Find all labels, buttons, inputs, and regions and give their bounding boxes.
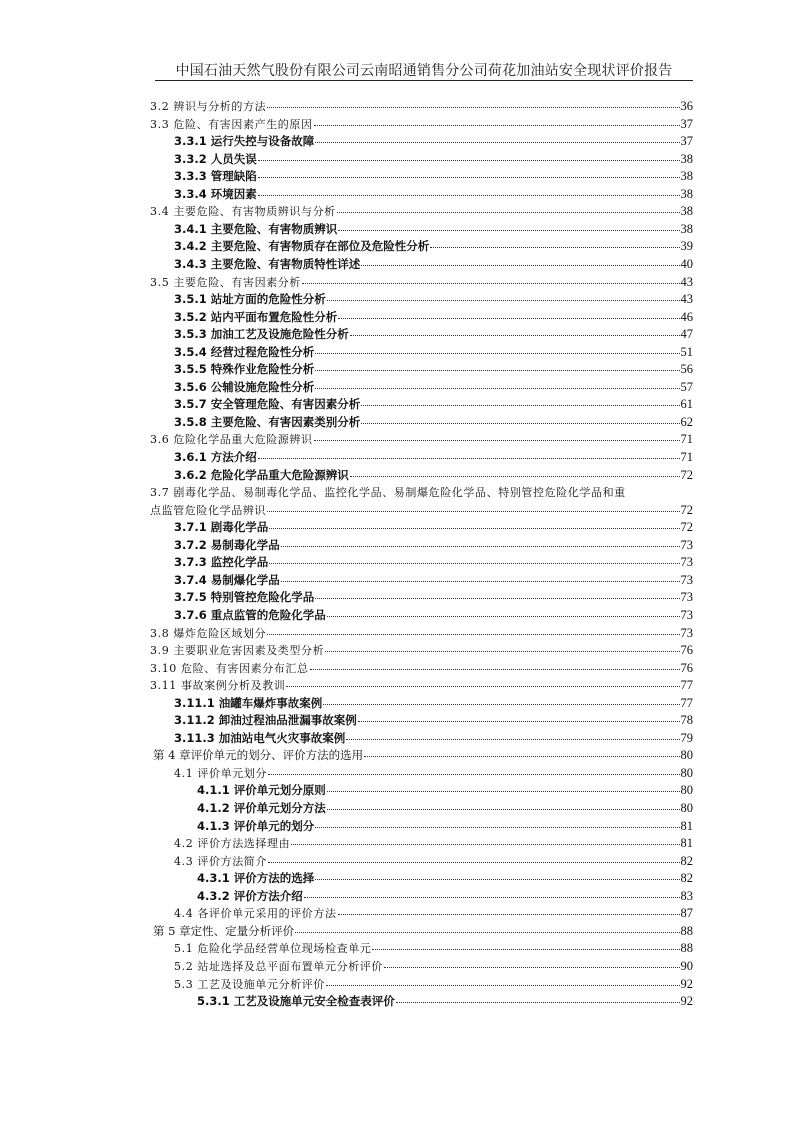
toc-entry-label: 3.11 事故案例分析及教训 bbox=[150, 679, 286, 693]
toc-entry[interactable] bbox=[174, 186, 693, 203]
toc-entry-label: 3.9 主要职业危害因素及类型分析 bbox=[150, 644, 325, 658]
toc-entry-label: 4.2 评价方法选择理由 bbox=[174, 837, 291, 851]
toc-entry[interactable] bbox=[174, 958, 693, 975]
dot-leader bbox=[327, 791, 680, 792]
dot-leader bbox=[327, 616, 680, 617]
toc-entry-label: 3.4.3 主要危险、有害物质特性详述 bbox=[174, 256, 361, 271]
toc-entry[interactable] bbox=[174, 976, 693, 993]
dot-leader bbox=[315, 142, 679, 143]
dot-leader bbox=[326, 985, 680, 986]
toc-entry-label: 3.7.2 易制毒化学品 bbox=[174, 537, 280, 552]
toc-page-number: 37 bbox=[680, 116, 693, 131]
dot-leader bbox=[337, 212, 680, 213]
toc-entry-label: 3.7.5 特别管控危险化学品 bbox=[174, 590, 315, 605]
dot-leader bbox=[315, 370, 679, 371]
toc-entry[interactable] bbox=[150, 98, 693, 115]
toc-entry-label: 5.3 工艺及设施单元分析评价 bbox=[174, 977, 325, 991]
toc-page-number: 83 bbox=[680, 888, 693, 903]
toc-entry-label: 3.5.6 公辅设施危险性分析 bbox=[174, 379, 315, 394]
dot-leader bbox=[372, 949, 679, 950]
toc-entry-label: 4.1.2 评价单元划分方法 bbox=[197, 801, 326, 815]
toc-entry[interactable] bbox=[150, 203, 693, 220]
dot-leader bbox=[315, 353, 679, 354]
toc-entry[interactable] bbox=[150, 660, 693, 677]
dot-leader bbox=[281, 581, 680, 582]
toc-entry[interactable] bbox=[174, 168, 693, 185]
toc-page-number: 79 bbox=[680, 730, 693, 745]
toc-entry[interactable] bbox=[174, 589, 693, 606]
dot-leader bbox=[269, 563, 679, 564]
toc-entry[interactable] bbox=[153, 923, 693, 940]
dot-leader bbox=[327, 300, 680, 301]
toc-entry-label: 3.5.1 站址方面的危险性分析 bbox=[174, 292, 326, 307]
toc-page-number: 57 bbox=[680, 379, 693, 394]
dot-leader bbox=[396, 1002, 680, 1003]
toc-page-number: 38 bbox=[680, 186, 693, 201]
toc-entry[interactable] bbox=[174, 519, 693, 536]
dot-leader bbox=[338, 318, 679, 319]
toc-entry-label: 点监管危险化学品辨识 bbox=[150, 503, 266, 517]
toc-entry-label: 3.7.4 易制爆化学品 bbox=[174, 572, 280, 587]
dot-leader bbox=[267, 511, 680, 512]
dot-leader bbox=[291, 844, 679, 845]
toc-page-number: 76 bbox=[680, 660, 693, 675]
toc-page-number: 73 bbox=[680, 537, 693, 552]
toc-page-number: 80 bbox=[680, 783, 693, 798]
toc-page-number: 80 bbox=[680, 748, 693, 763]
toc-page-number: 88 bbox=[680, 941, 693, 956]
dot-leader bbox=[315, 388, 679, 389]
toc-entry[interactable] bbox=[174, 309, 693, 326]
toc-entry[interactable] bbox=[174, 695, 693, 712]
toc-entry-label: 3.5.3 加油工艺及设施危险性分析 bbox=[174, 327, 349, 342]
toc-entry[interactable] bbox=[174, 835, 693, 852]
toc-entry[interactable] bbox=[197, 888, 693, 905]
toc-page-number: 88 bbox=[680, 923, 693, 938]
dot-leader bbox=[258, 458, 680, 459]
toc-entry-label: 3.11.2 卸油过程油品泄漏事故案例 bbox=[174, 713, 357, 728]
toc-page-number: 72 bbox=[680, 467, 693, 482]
toc-entry[interactable] bbox=[153, 747, 693, 764]
toc-page-number: 73 bbox=[680, 555, 693, 570]
toc-page-number: 82 bbox=[680, 853, 693, 868]
toc-page-number: 47 bbox=[680, 327, 693, 342]
toc-page-number: 43 bbox=[680, 292, 693, 307]
toc-page-number: 61 bbox=[680, 397, 693, 412]
toc-entry-label: 3.3.1 运行失控与设备故障 bbox=[174, 134, 315, 149]
toc-entry[interactable] bbox=[174, 133, 693, 150]
toc-entry-label: 3.8 爆炸危险区域划分 bbox=[150, 626, 267, 640]
toc-entry-label: 3.5 主要危险、有害因素分析 bbox=[150, 275, 301, 289]
header-divider bbox=[155, 80, 693, 81]
dot-leader bbox=[267, 107, 679, 108]
toc-entry-label: 3.2 辨识与分析的方法 bbox=[150, 100, 267, 113]
toc-entry-label: 3.5.2 站内平面布置危险性分析 bbox=[174, 309, 338, 324]
toc-entry-label: 4.1 评价单元划分 bbox=[174, 766, 267, 780]
toc-entry-label: 3.3.3 管理缺陷 bbox=[174, 169, 257, 184]
dot-leader bbox=[361, 423, 679, 424]
dot-leader bbox=[304, 897, 680, 898]
toc-entry[interactable] bbox=[174, 221, 693, 238]
toc-entry-label: 3.7.1 剧毒化学品 bbox=[174, 520, 269, 535]
dot-leader bbox=[350, 335, 680, 336]
toc-entry[interactable] bbox=[174, 554, 693, 571]
dot-leader bbox=[286, 686, 679, 687]
dot-leader bbox=[268, 774, 680, 775]
toc-entry-label: 3.5.4 经营过程危险性分析 bbox=[174, 344, 315, 359]
toc-entry[interactable] bbox=[174, 537, 693, 554]
toc-page-number: 38 bbox=[680, 221, 693, 236]
toc-entry[interactable] bbox=[174, 151, 693, 168]
toc-entry[interactable] bbox=[174, 467, 693, 484]
toc-entry[interactable] bbox=[197, 870, 693, 887]
toc-entry[interactable] bbox=[174, 256, 693, 273]
toc-page-number: 82 bbox=[680, 871, 693, 886]
toc-entry[interactable] bbox=[150, 677, 693, 694]
dot-leader bbox=[346, 739, 679, 740]
toc-entry[interactable] bbox=[150, 431, 693, 448]
dot-leader bbox=[258, 160, 680, 161]
dot-leader bbox=[258, 195, 680, 196]
dot-leader bbox=[268, 862, 680, 863]
toc-entry-label: 3.4.1 主要危险、有害物质辨识 bbox=[174, 221, 338, 236]
toc-entry-label: 3.7.6 重点监管的危险化学品 bbox=[174, 607, 326, 622]
dot-leader bbox=[325, 651, 679, 652]
toc-page-number: 71 bbox=[680, 450, 693, 464]
toc-entry-label: 3.3.4 环境因素 bbox=[174, 186, 257, 201]
toc-entry-label: 3.10 危险、有害因素分布汇总 bbox=[150, 661, 309, 675]
toc-entry[interactable] bbox=[174, 344, 693, 361]
toc-page-number: 46 bbox=[680, 309, 693, 324]
toc-entry[interactable] bbox=[174, 607, 693, 624]
dot-leader bbox=[267, 634, 679, 635]
dot-leader bbox=[358, 721, 680, 722]
toc-entry[interactable] bbox=[197, 782, 693, 799]
toc-page-number: 77 bbox=[680, 695, 693, 710]
toc-entry-label: 4.3.1 评价方法的选择 bbox=[197, 871, 315, 886]
toc-entry[interactable] bbox=[174, 905, 693, 922]
toc-page-number: 37 bbox=[680, 134, 693, 149]
toc-entry-label: 4.3 评价方法简介 bbox=[174, 854, 267, 868]
dot-leader bbox=[384, 967, 680, 968]
toc-entry[interactable] bbox=[174, 712, 693, 729]
toc-entry-label: 3.6.2 危险化学品重大危险源辨识 bbox=[174, 467, 349, 482]
toc-page-number: 40 bbox=[680, 256, 693, 271]
toc-page-number: 78 bbox=[680, 713, 693, 728]
report-header-title: 中国石油天然气股份有限公司云南昭通销售分公司荷花加油站安全现状评价报告 bbox=[175, 63, 673, 79]
toc-page-number: 77 bbox=[680, 678, 693, 693]
dot-leader bbox=[302, 283, 680, 284]
dot-leader bbox=[315, 879, 679, 880]
toc-entry-label: 3.5.5 特殊作业危险性分析 bbox=[174, 362, 315, 377]
toc-entry-label: 3.5.7 安全管理危险、有害因素分析 bbox=[174, 397, 361, 412]
toc-page-number: 81 bbox=[680, 818, 693, 833]
dot-leader bbox=[430, 247, 679, 248]
toc-entry-label: 5.2 站址选择及总平面布置单元分析评价 bbox=[174, 959, 383, 973]
toc-entry[interactable] bbox=[197, 818, 693, 835]
toc-page-number: 38 bbox=[680, 204, 693, 219]
dot-leader bbox=[314, 125, 680, 126]
toc-page-number: 38 bbox=[680, 151, 693, 166]
toc-entry-label: 第 5 章定性、定量分析评价 bbox=[153, 923, 295, 938]
toc-entry[interactable] bbox=[150, 274, 693, 291]
toc-entry-label: 3.6.1 方法介绍 bbox=[174, 450, 257, 464]
toc-page-number: 71 bbox=[680, 432, 693, 447]
toc-page-number: 76 bbox=[680, 643, 693, 658]
dot-leader bbox=[315, 598, 679, 599]
toc-entry-label: 5.3.1 工艺及设施单元安全检查表评价 bbox=[197, 994, 395, 1009]
dot-leader bbox=[361, 405, 679, 406]
toc-page-number: 80 bbox=[680, 801, 693, 815]
toc-page-number: 62 bbox=[680, 414, 693, 429]
toc-entry[interactable] bbox=[197, 800, 693, 817]
toc-page-number: 73 bbox=[680, 572, 693, 587]
toc-entry-label: 3.7.3 监控化学品 bbox=[174, 555, 269, 570]
dot-leader bbox=[258, 177, 680, 178]
toc-entry[interactable] bbox=[174, 396, 693, 413]
dot-leader bbox=[364, 756, 679, 757]
dot-leader bbox=[338, 914, 680, 915]
toc-page-number: 72 bbox=[680, 520, 693, 535]
toc-page-number: 39 bbox=[680, 239, 693, 254]
toc-entry-label: 4.3.2 评价方法介绍 bbox=[197, 888, 303, 903]
toc-page-number: 73 bbox=[680, 590, 693, 605]
toc-entry[interactable] bbox=[197, 993, 693, 1010]
toc-entry[interactable] bbox=[150, 502, 693, 519]
toc-entry[interactable] bbox=[174, 449, 693, 466]
toc-page-number: 38 bbox=[680, 169, 693, 184]
dot-leader bbox=[350, 476, 680, 477]
toc-entry-label: 3.3 危险、有害因素产生的原因 bbox=[150, 117, 313, 131]
dot-leader bbox=[281, 546, 680, 547]
toc-entry[interactable] bbox=[174, 361, 693, 378]
toc-entry[interactable] bbox=[150, 116, 693, 133]
toc-entry-label: 4.1.1 评价单元划分原则 bbox=[197, 783, 326, 798]
toc-entry[interactable] bbox=[174, 730, 693, 747]
toc-page-number: 73 bbox=[680, 625, 693, 640]
toc-entry-label: 第 4 章评价单元的划分、评价方法的选用 bbox=[153, 748, 364, 763]
toc-entry-label: 4.1.3 评价单元的划分 bbox=[197, 818, 315, 833]
toc-page-number: 92 bbox=[680, 994, 693, 1009]
toc-entry-label: 3.6 危险化学品重大危险源辨识 bbox=[150, 433, 313, 447]
toc-entry-label: 5.1 危险化学品经营单位现场检查单元 bbox=[174, 942, 372, 956]
toc-entry[interactable] bbox=[174, 379, 693, 396]
toc-entry-label: 4.4 各评价单元采用的评价方法 bbox=[174, 907, 337, 921]
dot-leader bbox=[314, 440, 680, 441]
toc-entry-label: 3.4 主要危险、有害物质辨识与分析 bbox=[150, 205, 336, 219]
toc-entry-label: 3.4.2 主要危险、有害物质存在部位及危险性分析 bbox=[174, 239, 430, 254]
toc-page-number: 36 bbox=[680, 99, 693, 113]
toc-entry[interactable] bbox=[174, 940, 693, 957]
dot-leader bbox=[338, 230, 679, 231]
toc-entry[interactable] bbox=[174, 765, 693, 782]
toc-page-number: 43 bbox=[680, 274, 693, 289]
dot-leader bbox=[323, 704, 679, 705]
toc-entry-label: 3.11.3 加油站电气火灾事故案例 bbox=[174, 730, 346, 745]
toc-page-number: 80 bbox=[680, 765, 693, 780]
toc-page-number: 73 bbox=[680, 607, 693, 622]
toc-entry[interactable] bbox=[150, 625, 693, 642]
toc-entry[interactable] bbox=[174, 572, 693, 589]
toc-entry-label: 3.5.8 主要危险、有害因素类别分析 bbox=[174, 414, 361, 429]
toc-entry[interactable] bbox=[174, 291, 693, 308]
toc-page-number: 87 bbox=[680, 906, 693, 921]
toc-page-number: 90 bbox=[680, 958, 693, 973]
dot-leader bbox=[315, 827, 679, 828]
toc-page-number: 72 bbox=[680, 502, 693, 517]
dot-leader bbox=[361, 265, 679, 266]
toc-entry[interactable] bbox=[174, 326, 693, 343]
dot-leader bbox=[310, 669, 680, 670]
toc-entry-label-continued[interactable]: 3.7 剧毒化学品、易制毒化学品、监控化学品、易制爆危险化学品、特别管控危险化学品和重 bbox=[150, 486, 626, 500]
toc-entry-label: 3.3.2 人员失误 bbox=[174, 151, 257, 166]
toc-entry[interactable] bbox=[174, 414, 693, 431]
toc-page-number: 51 bbox=[680, 344, 693, 359]
dot-leader bbox=[269, 528, 679, 529]
dot-leader bbox=[327, 809, 680, 810]
toc-entry[interactable] bbox=[174, 238, 693, 255]
dot-leader bbox=[295, 932, 679, 933]
toc-page-number: 81 bbox=[680, 836, 693, 851]
toc-entry[interactable] bbox=[150, 642, 693, 659]
toc-entry[interactable] bbox=[174, 853, 693, 870]
toc-page-number: 92 bbox=[680, 976, 693, 991]
toc-entry-label: 3.11.1 油罐车爆炸事故案例 bbox=[174, 695, 323, 710]
toc-page-number: 56 bbox=[680, 362, 693, 377]
